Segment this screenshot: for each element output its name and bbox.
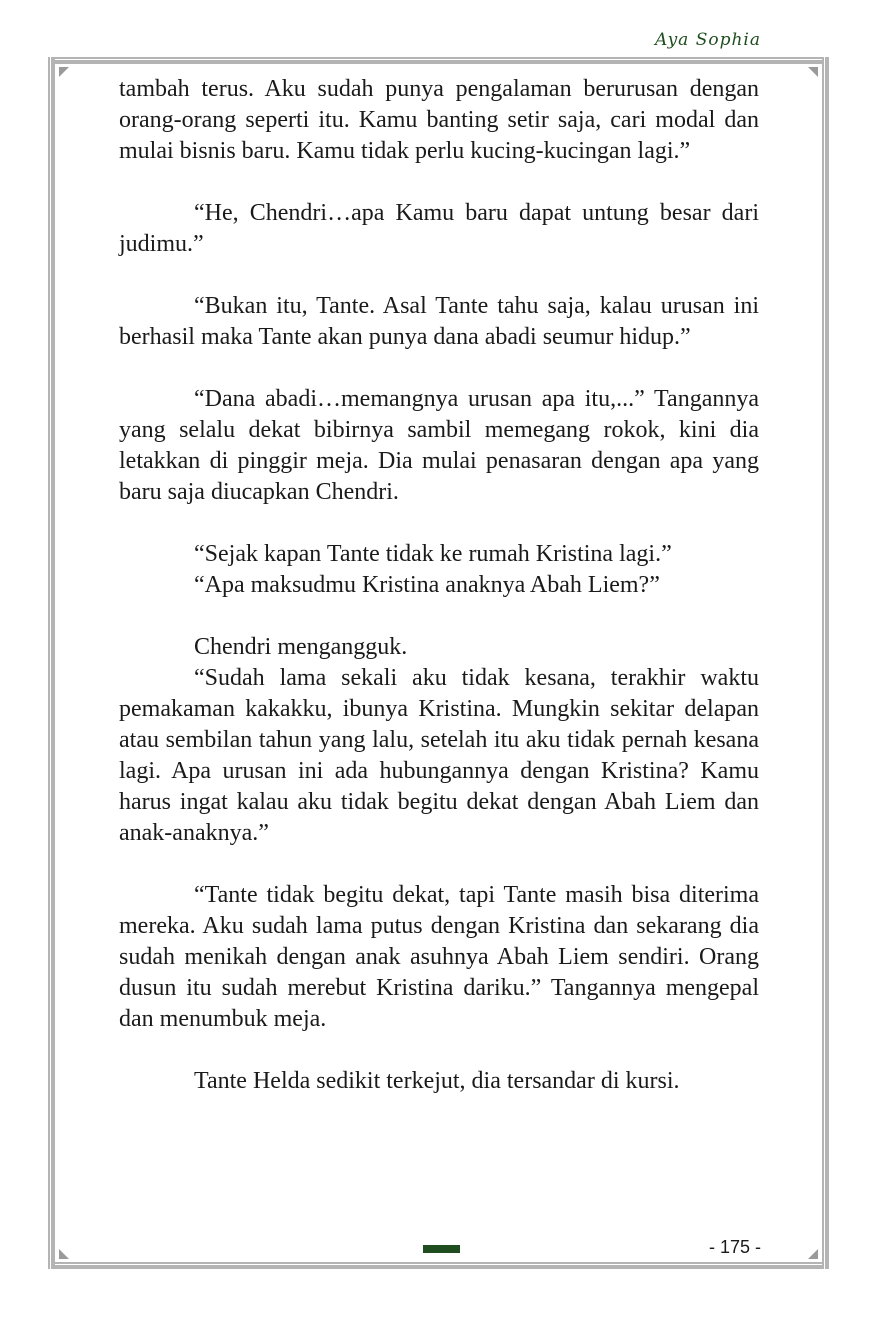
paragraph-7: Chendri mengangguk.	[194, 634, 408, 660]
corner-ornament-top-left	[59, 67, 69, 77]
corner-ornament-bottom-left	[59, 1249, 69, 1259]
frame-right-border	[822, 57, 829, 1269]
corner-ornament-top-right	[808, 67, 818, 77]
frame-top-border	[48, 57, 829, 64]
paragraph-10: Tante Helda sedikit terkejut, dia tersandar di kursi.	[194, 1068, 680, 1094]
author-name: Aya Sophia	[654, 30, 761, 50]
page-body	[119, 74, 759, 1097]
paragraph-4: “Dana abadi…memangnya urusan apa itu,...” Tangannya yang selalu dekat bibirnya sambil memegang rokok, kini dia letakkan di pinggir meja. Dia mulai penasaran dengan apa yang baru saja diucapkan Chendri.	[119, 386, 759, 505]
paragraph-2: “He, Chendri…apa Kamu baru dapat untung besar dari judimu.”	[119, 200, 759, 257]
paragraph-1: tambah terus. Aku sudah punya pengalaman berurusan dengan orang-orang seperti itu. Kamu banting setir saja, cari modal dan mulai bisnis baru. Kamu tidak perlu kucing-kucingan lagi.”	[119, 76, 759, 164]
paragraph-6: “Apa maksudmu Kristina anaknya Abah Liem?”	[194, 572, 660, 598]
paragraph-9: “Tante tidak begitu dekat, tapi Tante masih bisa diterima mereka. Aku sudah lama putus dengan Kristina dan sekarang dia sudah menikah dengan anak asuhnya Abah Liem sendiri. Orang dusun itu sudah merebut Kristina dariku.” Tangannya mengepal dan menumbuk meja.	[119, 882, 759, 1032]
paragraph-8: “Sudah lama sekali aku tidak kesana, terakhir waktu pemakaman kakakku, ibunya Kristina. Mungkin sekitar delapan atau sembilan tahun yang lalu, setelah itu aku tidak pernah kesana lagi. Apa urusan ini ada hubungannya dengan Kristina? Kamu harus ingat kalau aku tidak begitu dekat dengan Abah Liem dan anak-anaknya.”	[119, 665, 759, 846]
frame-bottom-border	[48, 1262, 829, 1269]
footer-ornament	[423, 1245, 460, 1253]
paragraph-5: “Sejak kapan Tante tidak ke rumah Kristina lagi.”	[194, 541, 672, 567]
page-number: - 175 -	[708, 1237, 761, 1257]
corner-ornament-bottom-right	[808, 1249, 818, 1259]
paragraph-3: “Bukan itu, Tante. Asal Tante tahu saja, kalau urusan ini berhasil maka Tante akan punya dana abadi seumur hidup.”	[119, 293, 759, 350]
frame-left-border	[48, 57, 55, 1269]
